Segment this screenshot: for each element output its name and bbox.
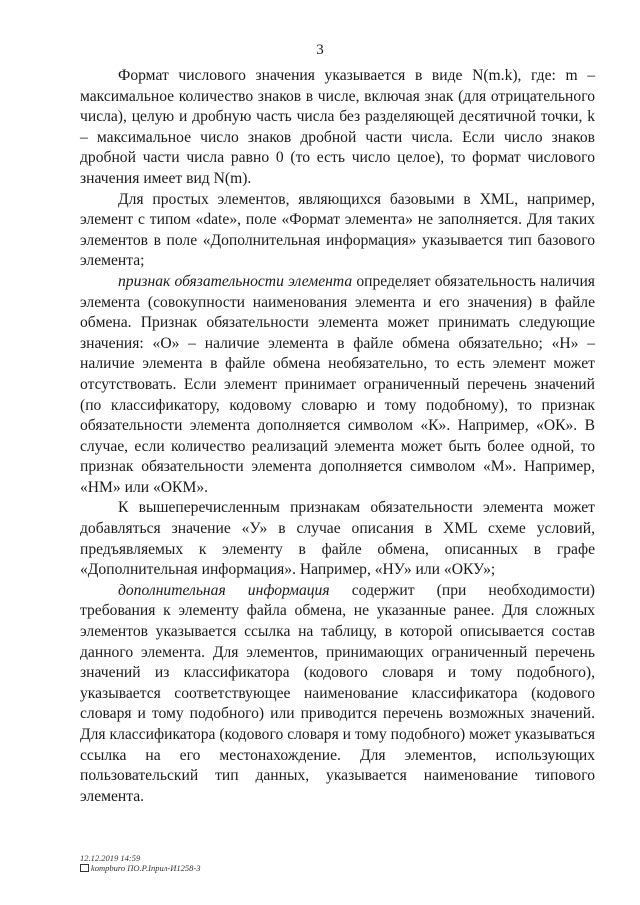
- paragraph-text: Для простых элементов, являющихся базовыми в XML, например, элемент с типом «date», поле «Формат элемента» не заполняется. Для таких элементов в поле «Дополнительная информация» указывается тип базового элемента;: [80, 190, 595, 270]
- paragraph-text: определяет обязательность наличия элемента (совокупности наименования элемента и его значения) в файле обмена. Признак обязательности элемента может принимать следующие значения: «О» – наличие элемента в файле обмена обязательно; «Н» – наличие элемента в файле обмена необязательно, то есть элемент может отсутствовать. Если элемент принимает ограниченный перечень значений (по классификатору, кодовому словарю и тому подобному), то признак обязательности элемента дополняется символом «К». Например, «ОК». В случае, если количество реализаций элемента может быть более одной, то признак обязательности элемента дополняется символом «М». Например, «НМ» или «ОКМ».: [80, 272, 595, 496]
- paragraph-simple-elements: [80, 190, 595, 272]
- footer-file-path: kompburo ПО.Р.Iприл-И1258-3: [91, 863, 201, 873]
- document-icon: [80, 864, 89, 872]
- term-italic: дополнительная информация: [118, 581, 330, 599]
- document-body: [80, 66, 595, 807]
- footer-path-line: [80, 863, 200, 873]
- paragraph-text: содержит (при необходимости) требования к элементу файла обмена, не указанные ранее. Для сложных элементов указывается ссылка на таблицу, в которой описывается состав данного элемента. Для элементов, принимающих ограниченный перечень значений из классификатора (кодового словаря и тому подобного), указывается соответствующее наименование классификатора (кодового словаря и тому подобного) или приводится перечень возможных значений. Для классификатора (кодового словаря и тому подобного) может указываться ссылка на его местонахождение. Для элементов, использующих пользовательский тип данных, указывается наименование типового элемента.: [80, 581, 595, 805]
- paragraph-condition-flag: [80, 498, 595, 580]
- paragraph-number-format: [80, 66, 595, 190]
- page-number: 3: [316, 42, 324, 58]
- paragraph-text: К вышеперечисленным признакам обязательности элемента может добавляться значение «У» в случае описания в XML схеме условий, предъявляемых к элементу в файле обмена, описанных в графе «Дополнительная информация». Например, «НУ» или «ОКУ»;: [80, 499, 595, 579]
- footer-timestamp: 12.12.2019 14:59: [80, 853, 141, 863]
- term-italic: признак обязательности элемента: [118, 272, 353, 290]
- paragraph-additional-info: [80, 581, 595, 808]
- paragraph-required-flag: [80, 272, 595, 499]
- footer-stamp: [80, 853, 200, 873]
- paragraph-text: Формат числового значения указывается в виде N(m.k), где: m – максимальное количество знаков в числе, включая знак (для отрицательного числа), целую и дробную часть числа без разделяющей десятичной точки, k – максимальное число знаков дробной части числа. Если число знаков дробной части числа равно 0 (то есть число целое), то формат числового значения имеет вид N(m).: [80, 67, 595, 187]
